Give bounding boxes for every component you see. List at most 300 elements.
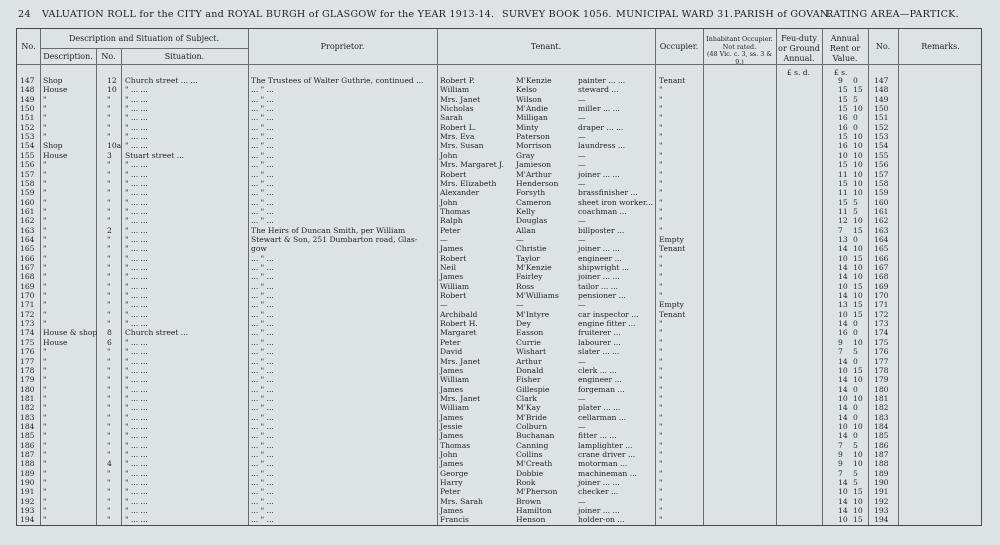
valuation-table xyxy=(16,28,982,526)
proprietor: ... " ... xyxy=(251,421,274,431)
header-rule xyxy=(17,64,982,65)
tenant-first-name: John xyxy=(440,150,458,160)
rent-shillings: 10 xyxy=(853,375,863,385)
occupier-status: Tenant xyxy=(659,76,686,85)
house-number: " xyxy=(107,132,111,142)
house-number: " xyxy=(107,244,111,254)
tenant-first-name: George xyxy=(440,468,469,478)
rent-shillings: 5 xyxy=(853,197,858,207)
tenant-surname: Allan xyxy=(516,225,536,235)
rent-pounds: 9 xyxy=(838,76,843,85)
description: " xyxy=(43,94,47,104)
occupier-status: " xyxy=(659,431,663,441)
occupation: checker ... xyxy=(578,487,619,497)
row-number-right: 164 xyxy=(874,234,889,244)
row-number-right: 162 xyxy=(874,216,889,226)
row-number-right: 189 xyxy=(874,468,889,478)
row-number: 156 xyxy=(20,160,35,170)
house-number: 6 xyxy=(107,337,112,347)
rent-pounds: 14 xyxy=(838,478,848,488)
occupation: machineman ... xyxy=(578,468,637,478)
proprietor: ... " ... xyxy=(251,468,274,478)
table-row xyxy=(17,104,982,114)
row-number: 168 xyxy=(20,272,35,282)
proprietor: ... " ... xyxy=(251,487,274,497)
situation: " ... ... xyxy=(125,431,148,441)
header-feu-line: Annual. xyxy=(783,54,815,63)
house-number: 10 xyxy=(107,85,117,95)
feu-units: £ s. d. xyxy=(787,68,810,77)
occupation: sheet iron worker... xyxy=(578,197,654,207)
table-row xyxy=(17,375,982,385)
rent-pounds: 11 xyxy=(838,188,848,198)
table-row xyxy=(17,431,982,441)
rent-shillings: 0 xyxy=(853,356,858,366)
proprietor: ... " ... xyxy=(251,291,274,301)
row-number: 152 xyxy=(20,122,35,132)
occupation: — xyxy=(578,132,586,142)
header-tenant: Tenant. xyxy=(530,42,562,51)
occupier-status: " xyxy=(659,169,663,179)
rent-shillings: 15 xyxy=(853,365,863,375)
proprietor: ... " ... xyxy=(251,412,274,422)
occupation: fruiterer ... xyxy=(578,328,621,338)
header-description: Description. xyxy=(43,52,93,61)
tenant-first-name: Mrs. Elizabeth xyxy=(440,178,497,188)
occupation: tailor ... ... xyxy=(578,281,618,291)
tenant-surname: Gillespie xyxy=(516,384,550,394)
tenant-first-name: James xyxy=(440,272,464,282)
house-number: " xyxy=(107,421,111,431)
page-number: 24 xyxy=(18,9,31,20)
rent-shillings: 10 xyxy=(853,393,863,403)
tenant-surname: Ross xyxy=(516,281,535,291)
tenant-surname: Kelly xyxy=(516,206,536,216)
row-number-right: 148 xyxy=(874,85,889,95)
tenant-first-name: Francis xyxy=(440,515,469,525)
rent-shillings: 10 xyxy=(853,272,863,282)
occupier-status: " xyxy=(659,384,663,394)
house-number: " xyxy=(107,113,111,123)
tenant-surname: Milligan xyxy=(516,113,548,123)
situation: " ... ... xyxy=(125,309,148,319)
occupier-status: " xyxy=(659,515,663,525)
tenant-first-name: James xyxy=(440,384,464,394)
occupation: — xyxy=(578,421,586,431)
row-number-right: 149 xyxy=(874,94,889,104)
row-number: 155 xyxy=(20,150,35,160)
rent-pounds: 15 xyxy=(838,178,848,188)
description: " xyxy=(43,272,47,282)
row-number-right: 154 xyxy=(874,141,889,151)
house-number: " xyxy=(107,468,111,478)
proprietor: Stewart & Son, 251 Dumbarton road, Glas- xyxy=(251,234,418,244)
proprietor: ... " ... xyxy=(251,440,274,450)
tenant-first-name: Archibald xyxy=(440,309,478,319)
proprietor: ... " ... xyxy=(251,393,274,403)
table-row xyxy=(17,141,982,151)
proprietor: ... " ... xyxy=(251,188,274,198)
occupier-status: " xyxy=(659,225,663,235)
occupation: miller ... ... xyxy=(578,104,620,114)
occupation: painter ... ... xyxy=(578,76,626,85)
rent-shillings: 10 xyxy=(853,132,863,142)
header-rent-line: Annual xyxy=(830,34,860,43)
tenant-first-name: Robert xyxy=(440,169,467,179)
row-number-right: 168 xyxy=(874,272,889,282)
tenant-surname: Fisher xyxy=(516,375,541,385)
occupier-status: " xyxy=(659,113,663,123)
rent-shillings: 10 xyxy=(853,337,863,347)
row-number-right: 156 xyxy=(874,160,889,170)
header-description-group: Description and Situation of Subject. xyxy=(68,34,220,43)
table-row xyxy=(17,441,982,451)
tenant-first-name: Sarah xyxy=(440,113,463,123)
rent-shillings: 10 xyxy=(853,178,863,188)
row-number: 179 xyxy=(20,375,35,385)
proprietor: The Heirs of Duncan Smith, per William xyxy=(251,225,406,235)
header-rule xyxy=(40,48,248,49)
tenant-first-name: Mrs. Janet xyxy=(440,94,481,104)
house-number: " xyxy=(107,319,111,329)
tenant-first-name: John xyxy=(440,450,458,459)
tenant-first-name: Thomas xyxy=(440,206,471,216)
header-inhabitant-line: Not rated. xyxy=(722,42,757,51)
row-number-right: 185 xyxy=(874,431,889,441)
occupation: crane driver ... xyxy=(578,450,636,459)
tenant-first-name: James xyxy=(440,365,464,375)
row-number-right: 190 xyxy=(874,478,889,488)
situation: " ... ... xyxy=(125,188,148,198)
table-row xyxy=(17,478,982,488)
header-feu-duty xyxy=(776,34,822,64)
table-row xyxy=(17,319,982,329)
rent-pounds: 14 xyxy=(838,263,848,272)
rent-shillings: 10 xyxy=(853,150,863,160)
tenant-first-name: Mrs. Eva xyxy=(440,132,475,142)
description: " xyxy=(43,160,47,170)
description: House xyxy=(43,337,68,347)
tenant-first-name: James xyxy=(440,412,464,422)
tenant-surname: Douglas xyxy=(516,216,548,226)
proprietor: ... " ... xyxy=(251,122,274,132)
rent-shillings: 0 xyxy=(853,412,858,422)
occupier-status: " xyxy=(659,328,663,338)
rent-shillings: 10 xyxy=(853,141,863,151)
row-number: 184 xyxy=(20,421,35,431)
row-number: 151 xyxy=(20,113,35,123)
table-row xyxy=(17,487,982,497)
house-number: " xyxy=(107,300,111,310)
situation: " ... ... xyxy=(125,291,148,301)
occupation: steward ... xyxy=(578,85,619,95)
house-number: " xyxy=(107,431,111,441)
rent-shillings: 15 xyxy=(853,487,863,497)
proprietor: ... " ... xyxy=(251,85,274,95)
situation: " ... ... xyxy=(125,141,148,151)
tenant-first-name: James xyxy=(440,244,464,254)
description: " xyxy=(43,216,47,226)
occupation: engineer ... xyxy=(578,375,622,385)
tenant-first-name: William xyxy=(440,403,470,413)
tenant-surname: — xyxy=(516,234,524,244)
house-number: " xyxy=(107,253,111,263)
row-number: 157 xyxy=(20,169,35,179)
occupier-status: " xyxy=(659,85,663,95)
table-row xyxy=(17,207,982,217)
rent-shillings: 5 xyxy=(853,94,858,104)
occupier-status: " xyxy=(659,206,663,216)
description: " xyxy=(43,347,47,357)
tenant-first-name: James xyxy=(440,506,464,516)
rent-pounds: 15 xyxy=(838,94,848,104)
tenant-surname: Wilson xyxy=(516,94,542,104)
proprietor: ... " ... xyxy=(251,496,274,506)
row-number: 170 xyxy=(20,291,35,301)
tenant-first-name: William xyxy=(440,85,470,95)
occupier-status: " xyxy=(659,94,663,104)
rent-shillings: 10 xyxy=(853,459,863,469)
proprietor: ... " ... xyxy=(251,253,274,263)
tenant-surname: Clark xyxy=(516,393,537,403)
occupier-status: " xyxy=(659,104,663,114)
situation: " ... ... xyxy=(125,412,148,422)
occupation: — xyxy=(578,300,586,310)
header-situation: Situation. xyxy=(164,52,205,61)
tenant-surname: M'Andie xyxy=(516,104,549,114)
occupier-status: Tenant xyxy=(659,244,686,254)
row-number: 177 xyxy=(20,356,35,366)
table-row xyxy=(17,216,982,226)
description: " xyxy=(43,487,47,497)
description: " xyxy=(43,468,47,478)
occupier-status: " xyxy=(659,403,663,413)
row-number: 162 xyxy=(20,216,35,226)
occupier-status: " xyxy=(659,216,663,226)
row-number: 147 xyxy=(20,76,35,85)
proprietor: ... " ... xyxy=(251,459,274,469)
rent-shillings: 10 xyxy=(853,421,863,431)
proprietor: ... " ... xyxy=(251,431,274,441)
tenant-first-name: Nicholas xyxy=(440,104,474,114)
situation: " ... ... xyxy=(125,94,148,104)
rent-pounds: 10 xyxy=(838,421,848,431)
situation: " ... ... xyxy=(125,225,148,235)
header-inhabitant-line: (48 Vic. c. 3, ss. 3 & 9.) xyxy=(706,50,773,66)
rent-shillings: 15 xyxy=(853,309,863,319)
tenant-first-name: David xyxy=(440,347,463,357)
rent-shillings: 10 xyxy=(853,263,863,272)
row-number: 166 xyxy=(20,253,35,263)
tenant-first-name: Alexander xyxy=(440,188,480,198)
tenant-first-name: William xyxy=(440,281,470,291)
rent-shillings: 10 xyxy=(853,291,863,301)
row-number: 173 xyxy=(20,319,35,329)
tenant-surname: Arthur xyxy=(516,356,542,366)
row-number-right: 181 xyxy=(874,393,889,403)
rent-shillings: 15 xyxy=(853,281,863,291)
table-row xyxy=(17,132,982,142)
occupier-status: " xyxy=(659,459,663,469)
table-row xyxy=(17,394,982,404)
occupier-status: " xyxy=(659,281,663,291)
proprietor: ... " ... xyxy=(251,132,274,142)
situation: " ... ... xyxy=(125,403,148,413)
description: Shop xyxy=(43,141,63,151)
row-number-right: 186 xyxy=(874,440,889,450)
row-number: 185 xyxy=(20,431,35,441)
row-number-right: 166 xyxy=(874,253,889,263)
occupier-status: " xyxy=(659,141,663,151)
situation: " ... ... xyxy=(125,178,148,188)
occupier-status: " xyxy=(659,337,663,347)
tenant-surname: M'Intyre xyxy=(516,309,550,319)
rent-pounds: 7 xyxy=(838,225,843,235)
occupier-status: Empty xyxy=(659,300,684,310)
situation: " ... ... xyxy=(125,459,148,469)
row-number-right: 177 xyxy=(874,356,889,366)
tenant-first-name: — xyxy=(440,300,448,310)
situation: Church street ... ... xyxy=(125,76,198,85)
row-number: 193 xyxy=(20,506,35,516)
row-number-right: 170 xyxy=(874,291,889,301)
tenant-surname: M'Kenzie xyxy=(516,263,552,272)
proprietor: ... " ... xyxy=(251,300,274,310)
row-number: 192 xyxy=(20,496,35,506)
row-number: 194 xyxy=(20,515,35,525)
situation: " ... ... xyxy=(125,216,148,226)
occupier-status: " xyxy=(659,421,663,431)
situation: " ... ... xyxy=(125,347,148,357)
tenant-first-name: Peter xyxy=(440,225,461,235)
situation: " ... ... xyxy=(125,440,148,450)
table-row xyxy=(17,413,982,423)
roll-title: VALUATION ROLL for the CITY and ROYAL BURGH of GLASGOW for the YEAR 1913-14. xyxy=(42,9,495,20)
row-number-right: 157 xyxy=(874,169,889,179)
tenant-surname: Cameron xyxy=(516,197,552,207)
proprietor: ... " ... xyxy=(251,150,274,160)
row-number: 165 xyxy=(20,244,35,254)
situation: " ... ... xyxy=(125,356,148,366)
municipal-ward: MUNICIPAL WARD 31. xyxy=(616,9,734,20)
tenant-surname: Dey xyxy=(516,319,531,329)
occupation: coachman ... xyxy=(578,206,627,216)
tenant-first-name: Jessie xyxy=(440,421,463,431)
occupation: labourer ... xyxy=(578,337,621,347)
description: " xyxy=(43,403,47,413)
house-number: " xyxy=(107,384,111,394)
house-number: " xyxy=(107,122,111,132)
rent-shillings: 0 xyxy=(853,122,858,132)
rent-shillings: 10 xyxy=(853,216,863,226)
occupier-status: " xyxy=(659,291,663,301)
tenant-first-name: Robert L. xyxy=(440,122,477,132)
occupation: plater ... ... xyxy=(578,403,621,413)
tenant-first-name: — xyxy=(440,234,448,244)
situation: " ... ... xyxy=(125,206,148,216)
tenant-surname: M'Kenzie xyxy=(516,76,552,85)
house-number: " xyxy=(107,197,111,207)
row-number-right: 175 xyxy=(874,337,889,347)
tenant-surname: Henson xyxy=(516,515,546,525)
description: Shop xyxy=(43,76,63,85)
occupation: car inspector ... xyxy=(578,309,639,319)
house-number: " xyxy=(107,375,111,385)
house-number: " xyxy=(107,393,111,403)
tenant-surname: Colburn xyxy=(516,421,548,431)
tenant-surname: Easson xyxy=(516,328,544,338)
situation: " ... ... xyxy=(125,468,148,478)
proprietor: ... " ... xyxy=(251,384,274,394)
rent-shillings: 10 xyxy=(853,450,863,459)
house-number: 2 xyxy=(107,225,112,235)
occupation: holder-on ... xyxy=(578,515,625,525)
tenant-first-name: Mrs. Susan xyxy=(440,141,484,151)
occupation: motorman ... xyxy=(578,459,628,469)
situation: " ... ... xyxy=(125,113,148,123)
rent-shillings: 5 xyxy=(853,478,858,488)
table-row xyxy=(17,366,982,376)
rent-pounds: 10 xyxy=(838,150,848,160)
row-number-right: 180 xyxy=(874,384,889,394)
row-number-right: 163 xyxy=(874,225,889,235)
tenant-surname: M'Kay xyxy=(516,403,541,413)
description: " xyxy=(43,291,47,301)
row-number: 180 xyxy=(20,384,35,394)
proprietor: ... " ... xyxy=(251,263,274,272)
occupier-status: " xyxy=(659,253,663,263)
situation: " ... ... xyxy=(125,281,148,291)
house-number: " xyxy=(107,291,111,301)
house-number: " xyxy=(107,347,111,357)
tenant-surname: — xyxy=(516,300,524,310)
rent-pounds: 13 xyxy=(838,300,848,310)
proprietor: ... " ... xyxy=(251,178,274,188)
row-number: 149 xyxy=(20,94,35,104)
table-row xyxy=(17,235,982,245)
rent-shillings: 10 xyxy=(853,244,863,254)
occupier-status: " xyxy=(659,440,663,450)
row-number: 176 xyxy=(20,347,35,357)
row-number: 187 xyxy=(20,450,35,459)
rent-pounds: 10 xyxy=(838,365,848,375)
tenant-first-name: Robert H. xyxy=(440,319,478,329)
rent-shillings: 10 xyxy=(853,160,863,170)
row-number-right: 171 xyxy=(874,300,889,310)
tenant-surname: Minty xyxy=(516,122,539,132)
rent-shillings: 5 xyxy=(853,468,858,478)
house-number: " xyxy=(107,104,111,114)
tenant-first-name: Margaret xyxy=(440,328,477,338)
row-number-right: 187 xyxy=(874,450,889,459)
table-row xyxy=(17,450,982,460)
tenant-first-name: James xyxy=(440,431,464,441)
proprietor: ... " ... xyxy=(251,309,274,319)
tenant-surname: Dobbie xyxy=(516,468,544,478)
proprietor: The Trustees of Walter Guthrie, continued ... xyxy=(251,76,424,85)
situation: " ... ... xyxy=(125,234,148,244)
row-number-right: 150 xyxy=(874,104,889,114)
house-number: " xyxy=(107,365,111,375)
row-number: 150 xyxy=(20,104,35,114)
occupier-status: " xyxy=(659,487,663,497)
description: " xyxy=(43,319,47,329)
table-row xyxy=(17,188,982,198)
description: " xyxy=(43,188,47,198)
row-number-right: 184 xyxy=(874,421,889,431)
occupier-status: Tenant xyxy=(659,309,686,319)
description: " xyxy=(43,365,47,375)
